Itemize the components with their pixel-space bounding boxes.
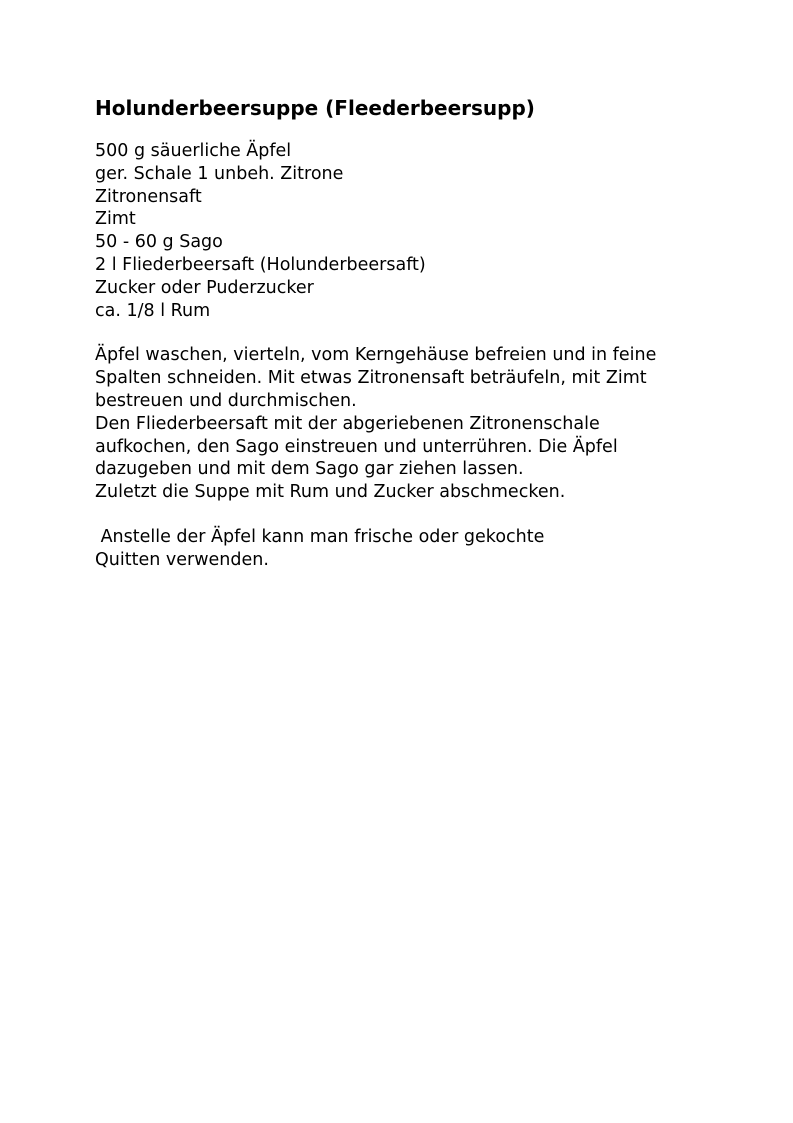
ingredient-item: 500 g säuerliche Äpfel	[95, 141, 292, 161]
recipe-title: Holunderbeersuppe (Fleederbeersupp)	[95, 96, 535, 120]
instruction-line: aufkochen, den Sago einstreuen und unterrühren. Die Äpfel	[95, 436, 618, 457]
instructions-paragraph	[95, 344, 735, 504]
recipe-page	[95, 94, 735, 572]
ingredient-list	[95, 140, 735, 322]
ingredient-item: ca. 1/8 l Rum	[95, 300, 211, 321]
ingredient-item: ger. Schale 1 unbeh. Zitrone	[95, 163, 344, 184]
instruction-line: dazugeben und mit dem Sago gar ziehen lassen.	[95, 459, 524, 480]
ingredient-item: Zimt	[95, 209, 136, 230]
ingredient-item: 2 l Fliederbeersaft (Holunderbeersaft)	[95, 254, 426, 275]
note-line: Anstelle der Äpfel kann man frische oder gekochte	[95, 526, 545, 547]
ingredient-item: Zitronensaft	[95, 186, 202, 207]
instruction-line: Den Fliederbeersaft mit der abgeriebenen Zitronenschale	[95, 413, 600, 434]
note-paragraph	[95, 526, 735, 572]
instruction-line: Zuletzt die Suppe mit Rum und Zucker abschmecken.	[95, 482, 566, 503]
instruction-line: Äpfel waschen, vierteln, vom Kerngehäuse befreien und in feine	[95, 345, 657, 366]
note-line: Quitten verwenden.	[95, 549, 269, 570]
instruction-line: bestreuen und durchmischen.	[95, 390, 357, 411]
instruction-line: Spalten schneiden. Mit etwas Zitronensaft beträufeln, mit Zimt	[95, 368, 647, 389]
ingredient-item: 50 - 60 g Sago	[95, 232, 223, 253]
ingredient-item: Zucker oder Puderzucker	[95, 277, 314, 298]
